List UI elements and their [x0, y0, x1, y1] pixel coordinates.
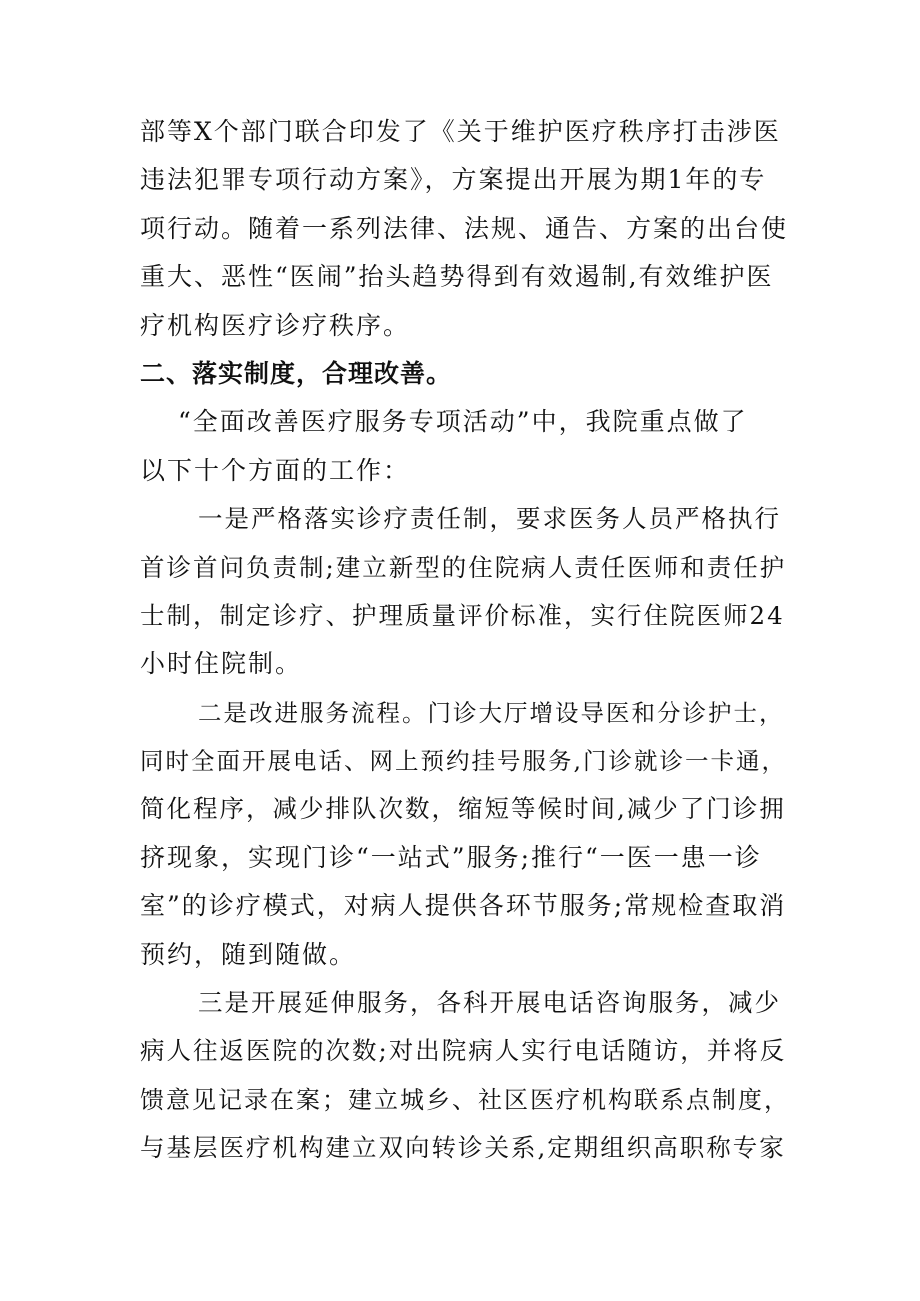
paragraph-line: 一是严格落实诊疗责任制，要求医务人员严格执行	[198, 504, 781, 534]
paragraph-line: 预约，随到随做。	[140, 939, 357, 969]
paragraph-line: 以下十个方面的工作：	[140, 455, 411, 485]
paragraph-line: 项行动。随着一系列法律、法规、通告、方案的出台使	[140, 213, 789, 243]
paragraph-line: 三是开展延伸服务，各科开展电话咨询服务，减少	[198, 988, 781, 1018]
paragraph-line: 简化程序，减少排队次数，缩短等候时间,减少了门诊拥	[140, 794, 786, 824]
paragraph-line: 病人往返医院的次数;对出院病人实行电话随访，并将反	[140, 1036, 787, 1066]
paragraph-line: 挤现象，实现门诊“一站式”服务;推行“一医一患一诊	[140, 842, 762, 872]
paragraph-line: 部等X个部门联合印发了《关于维护医疗秩序打击涉医	[140, 117, 781, 146]
paragraph-line: 疗机构医疗诊疗秩序。	[140, 310, 411, 340]
paragraph-line: “全面改善医疗服务专项活动”中，我院重点做了	[178, 407, 748, 437]
paragraph-line: 士制，制定诊疗、护理质量评价标准，实行住院医师24	[140, 600, 785, 630]
section-heading: 二、落实制度，合理改善。	[140, 358, 453, 388]
paragraph-line: 室”的诊疗模式，对病人提供各环节服务;常规检查取消	[140, 891, 787, 921]
paragraph-line: 同时全面开展电话、网上预约挂号服务,门诊就诊一卡通，	[140, 747, 787, 776]
document-body	[140, 108, 790, 1173]
paragraph-line: 馈意见记录在案；建立城乡、社区医疗机构联系点制度，	[140, 1085, 790, 1114]
paragraph-line: 重大、恶性“医闹”抬头趋势得到有效遏制,有效维护医	[140, 262, 774, 292]
paragraph-line: 与基层医疗机构建立双向转诊关系,定期组织高职称专家	[140, 1133, 786, 1163]
paragraph-line: 违法犯罪专项行动方案》，方案提出开展为期1年的专	[140, 165, 767, 195]
paragraph-line: 二是改进服务流程。门诊大厅增设导医和分诊护士，	[198, 698, 785, 727]
paragraph-line: 首诊首问负责制;建立新型的住院病人责任医师和责任护	[140, 552, 787, 582]
paragraph-line: 小时住院制。	[140, 649, 303, 679]
